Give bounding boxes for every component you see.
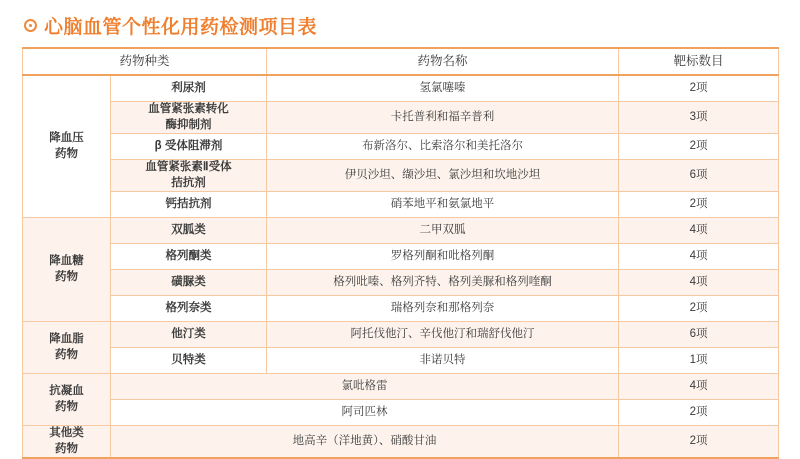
table-row — [23, 322, 779, 348]
drug-name-cell: 格列吡嗪、格列齐特、格列美脲和格列喹酮 — [267, 270, 619, 296]
target-count-cell: 6项 — [619, 322, 779, 348]
target-count-cell: 2项 — [619, 426, 779, 459]
target-count-cell: 2项 — [619, 400, 779, 426]
category-cell: 降血压 药物 — [23, 75, 111, 218]
drug-class-cell: 双胍类 — [111, 218, 267, 244]
table-row — [23, 160, 779, 192]
drug-name-cell: 瑞格列奈和那格列奈 — [267, 296, 619, 322]
drug-class-cell: 血管紧张素Ⅱ受体 拮抗剂 — [111, 160, 267, 192]
table-row — [23, 102, 779, 134]
target-count-cell: 6项 — [619, 160, 779, 192]
header-drug-name: 药物名称 — [267, 48, 619, 75]
category-cell: 抗凝血 药物 — [23, 374, 111, 426]
drug-name-cell: 非诺贝特 — [267, 348, 619, 374]
page-title-text: 心脑血管个性化用药检测项目表 — [44, 17, 318, 38]
page-title — [22, 10, 778, 47]
target-count-cell: 2项 — [619, 192, 779, 218]
bullet-icon — [24, 19, 37, 32]
header-drug-category: 药物种类 — [23, 48, 267, 75]
table-header — [23, 48, 779, 75]
drug-class-cell: 血管紧张素转化 酶抑制剂 — [111, 102, 267, 134]
target-count-cell: 2项 — [619, 134, 779, 160]
target-count-cell: 1项 — [619, 348, 779, 374]
drug-class-cell: β 受体阻滞剂 — [111, 134, 267, 160]
drug-name-cell: 伊贝沙坦、缬沙坦、氯沙坦和坎地沙坦 — [267, 160, 619, 192]
table-row — [23, 426, 779, 459]
target-count-cell: 4项 — [619, 270, 779, 296]
target-count-cell: 2项 — [619, 75, 779, 102]
drug-name-cell: 罗格列酮和吡格列酮 — [267, 244, 619, 270]
target-count-cell: 2项 — [619, 296, 779, 322]
drug-name-cell: 阿司匹林 — [111, 400, 619, 426]
drug-class-cell: 格列酮类 — [111, 244, 267, 270]
drug-class-cell: 利尿剂 — [111, 75, 267, 102]
drug-class-cell: 磺脲类 — [111, 270, 267, 296]
table-row — [23, 296, 779, 322]
drug-name-cell: 卡托普利和福辛普利 — [267, 102, 619, 134]
target-count-cell: 4项 — [619, 244, 779, 270]
drug-name-cell: 地高辛（洋地黄）、硝酸甘油 — [111, 426, 619, 459]
drug-class-cell: 钙拮抗剂 — [111, 192, 267, 218]
table-row — [23, 400, 779, 426]
drug-name-cell: 布新洛尔、比索洛尔和美托洛尔 — [267, 134, 619, 160]
drug-name-cell: 阿托伐他汀、辛伐他汀和瑞舒伐他汀 — [267, 322, 619, 348]
table-row — [23, 348, 779, 374]
category-cell: 其他类 药物 — [23, 426, 111, 459]
drug-name-cell: 硝苯地平和氨氯地平 — [267, 192, 619, 218]
target-count-cell: 4项 — [619, 218, 779, 244]
category-cell: 降血糖 药物 — [23, 218, 111, 322]
table-row — [23, 244, 779, 270]
drug-class-cell: 格列奈类 — [111, 296, 267, 322]
table-header-row — [23, 48, 779, 75]
drug-class-cell: 他汀类 — [111, 322, 267, 348]
drug-name-cell: 二甲双胍 — [267, 218, 619, 244]
header-target-count: 靶标数目 — [619, 48, 779, 75]
table-body — [23, 75, 779, 458]
category-cell: 降血脂 药物 — [23, 322, 111, 374]
drug-name-cell: 氯吡格雷 — [111, 374, 619, 400]
table-row — [23, 75, 779, 102]
drug-detection-table — [22, 47, 779, 459]
table-row — [23, 218, 779, 244]
table-row — [23, 374, 779, 400]
table-row — [23, 134, 779, 160]
table-row — [23, 270, 779, 296]
drug-name-cell: 氢氯噻嗪 — [267, 75, 619, 102]
drug-class-cell: 贝特类 — [111, 348, 267, 374]
target-count-cell: 3项 — [619, 102, 779, 134]
table-row — [23, 192, 779, 218]
target-count-cell: 4项 — [619, 374, 779, 400]
